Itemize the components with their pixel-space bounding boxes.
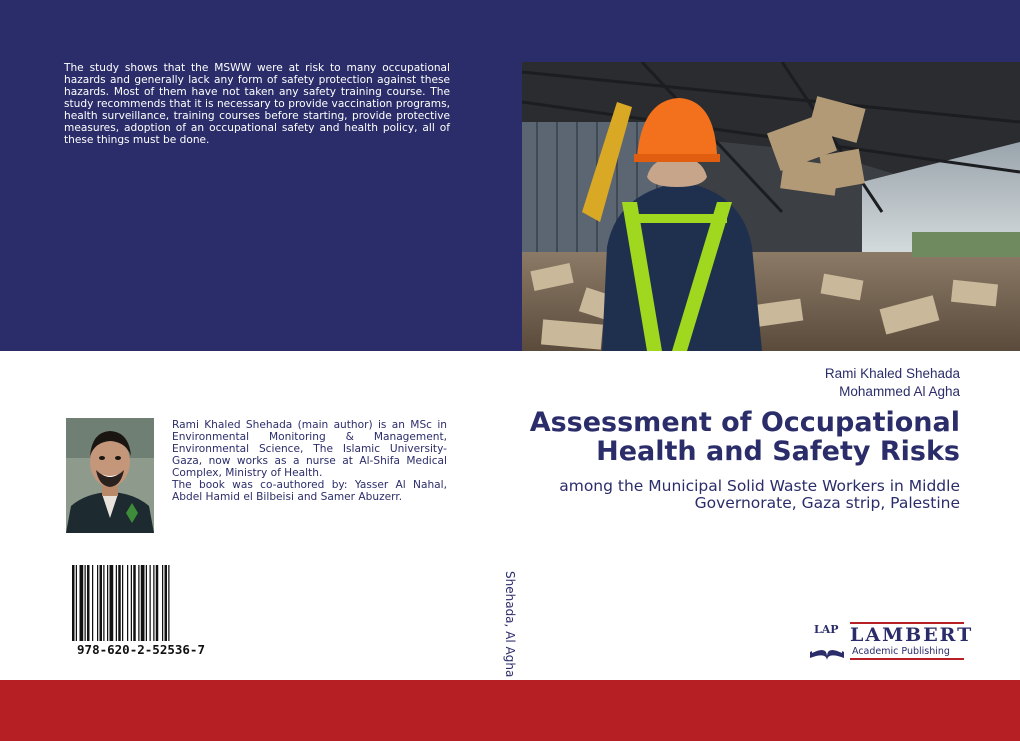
title-line-2: Health and Safety Risks — [596, 436, 960, 467]
author-name-2: Mohammed Al Agha — [839, 384, 960, 399]
spine-text: Shehada, Al Agha — [503, 571, 517, 678]
cover-photo-worker — [522, 62, 1020, 351]
back-cover-blurb: The study shows that the MSWW were at risk to many occupational hazards and generally lack any form of safety protection against these hazards. Most of them have not taken any safety training course. The study recommends that it is necessary to provide vaccination programs, health surveillance, training courses before starting, provide protective measures, adoption of an occupational safety and health policy, all of these things must be done. — [64, 62, 450, 146]
author-portrait — [66, 418, 154, 533]
publisher-badge: LAP — [814, 623, 839, 636]
book-subtitle — [500, 478, 960, 512]
title-line-1: Assessment of Occupational — [529, 407, 960, 438]
publisher-name: LAMBERT — [850, 624, 974, 646]
publisher-logo — [806, 622, 974, 662]
front-authors — [825, 365, 960, 401]
author-name-1: Rami Khaled Shehada — [824, 366, 960, 381]
isbn-number: 978-620-2-52536-7 — [77, 642, 205, 657]
logo-rule-bottom — [850, 658, 964, 660]
subtitle-line-1: among the Municipal Solid Waste Workers in Middle — [559, 477, 960, 495]
bio-paragraph-2: The book was co-authored by: Yasser Al Nahal, Abdel Hamid el Bilbeisi and Samer Abuzerr. — [172, 479, 447, 503]
author-bio — [172, 419, 447, 503]
bio-paragraph-1: Rami Khaled Shehada (main author) is an MSc in Environmental Monitoring & Management, Environmental Science, The Islamic University-Gaza, now works as a nurse at Al-Shifa Medical Complex, Ministry of Health. — [172, 419, 447, 479]
subtitle-line-2: Governorate, Gaza strip, Palestine — [694, 494, 960, 512]
bottom-red-band — [0, 680, 1020, 741]
publisher-tagline: Academic Publishing — [852, 646, 950, 657]
book-title — [500, 408, 960, 466]
